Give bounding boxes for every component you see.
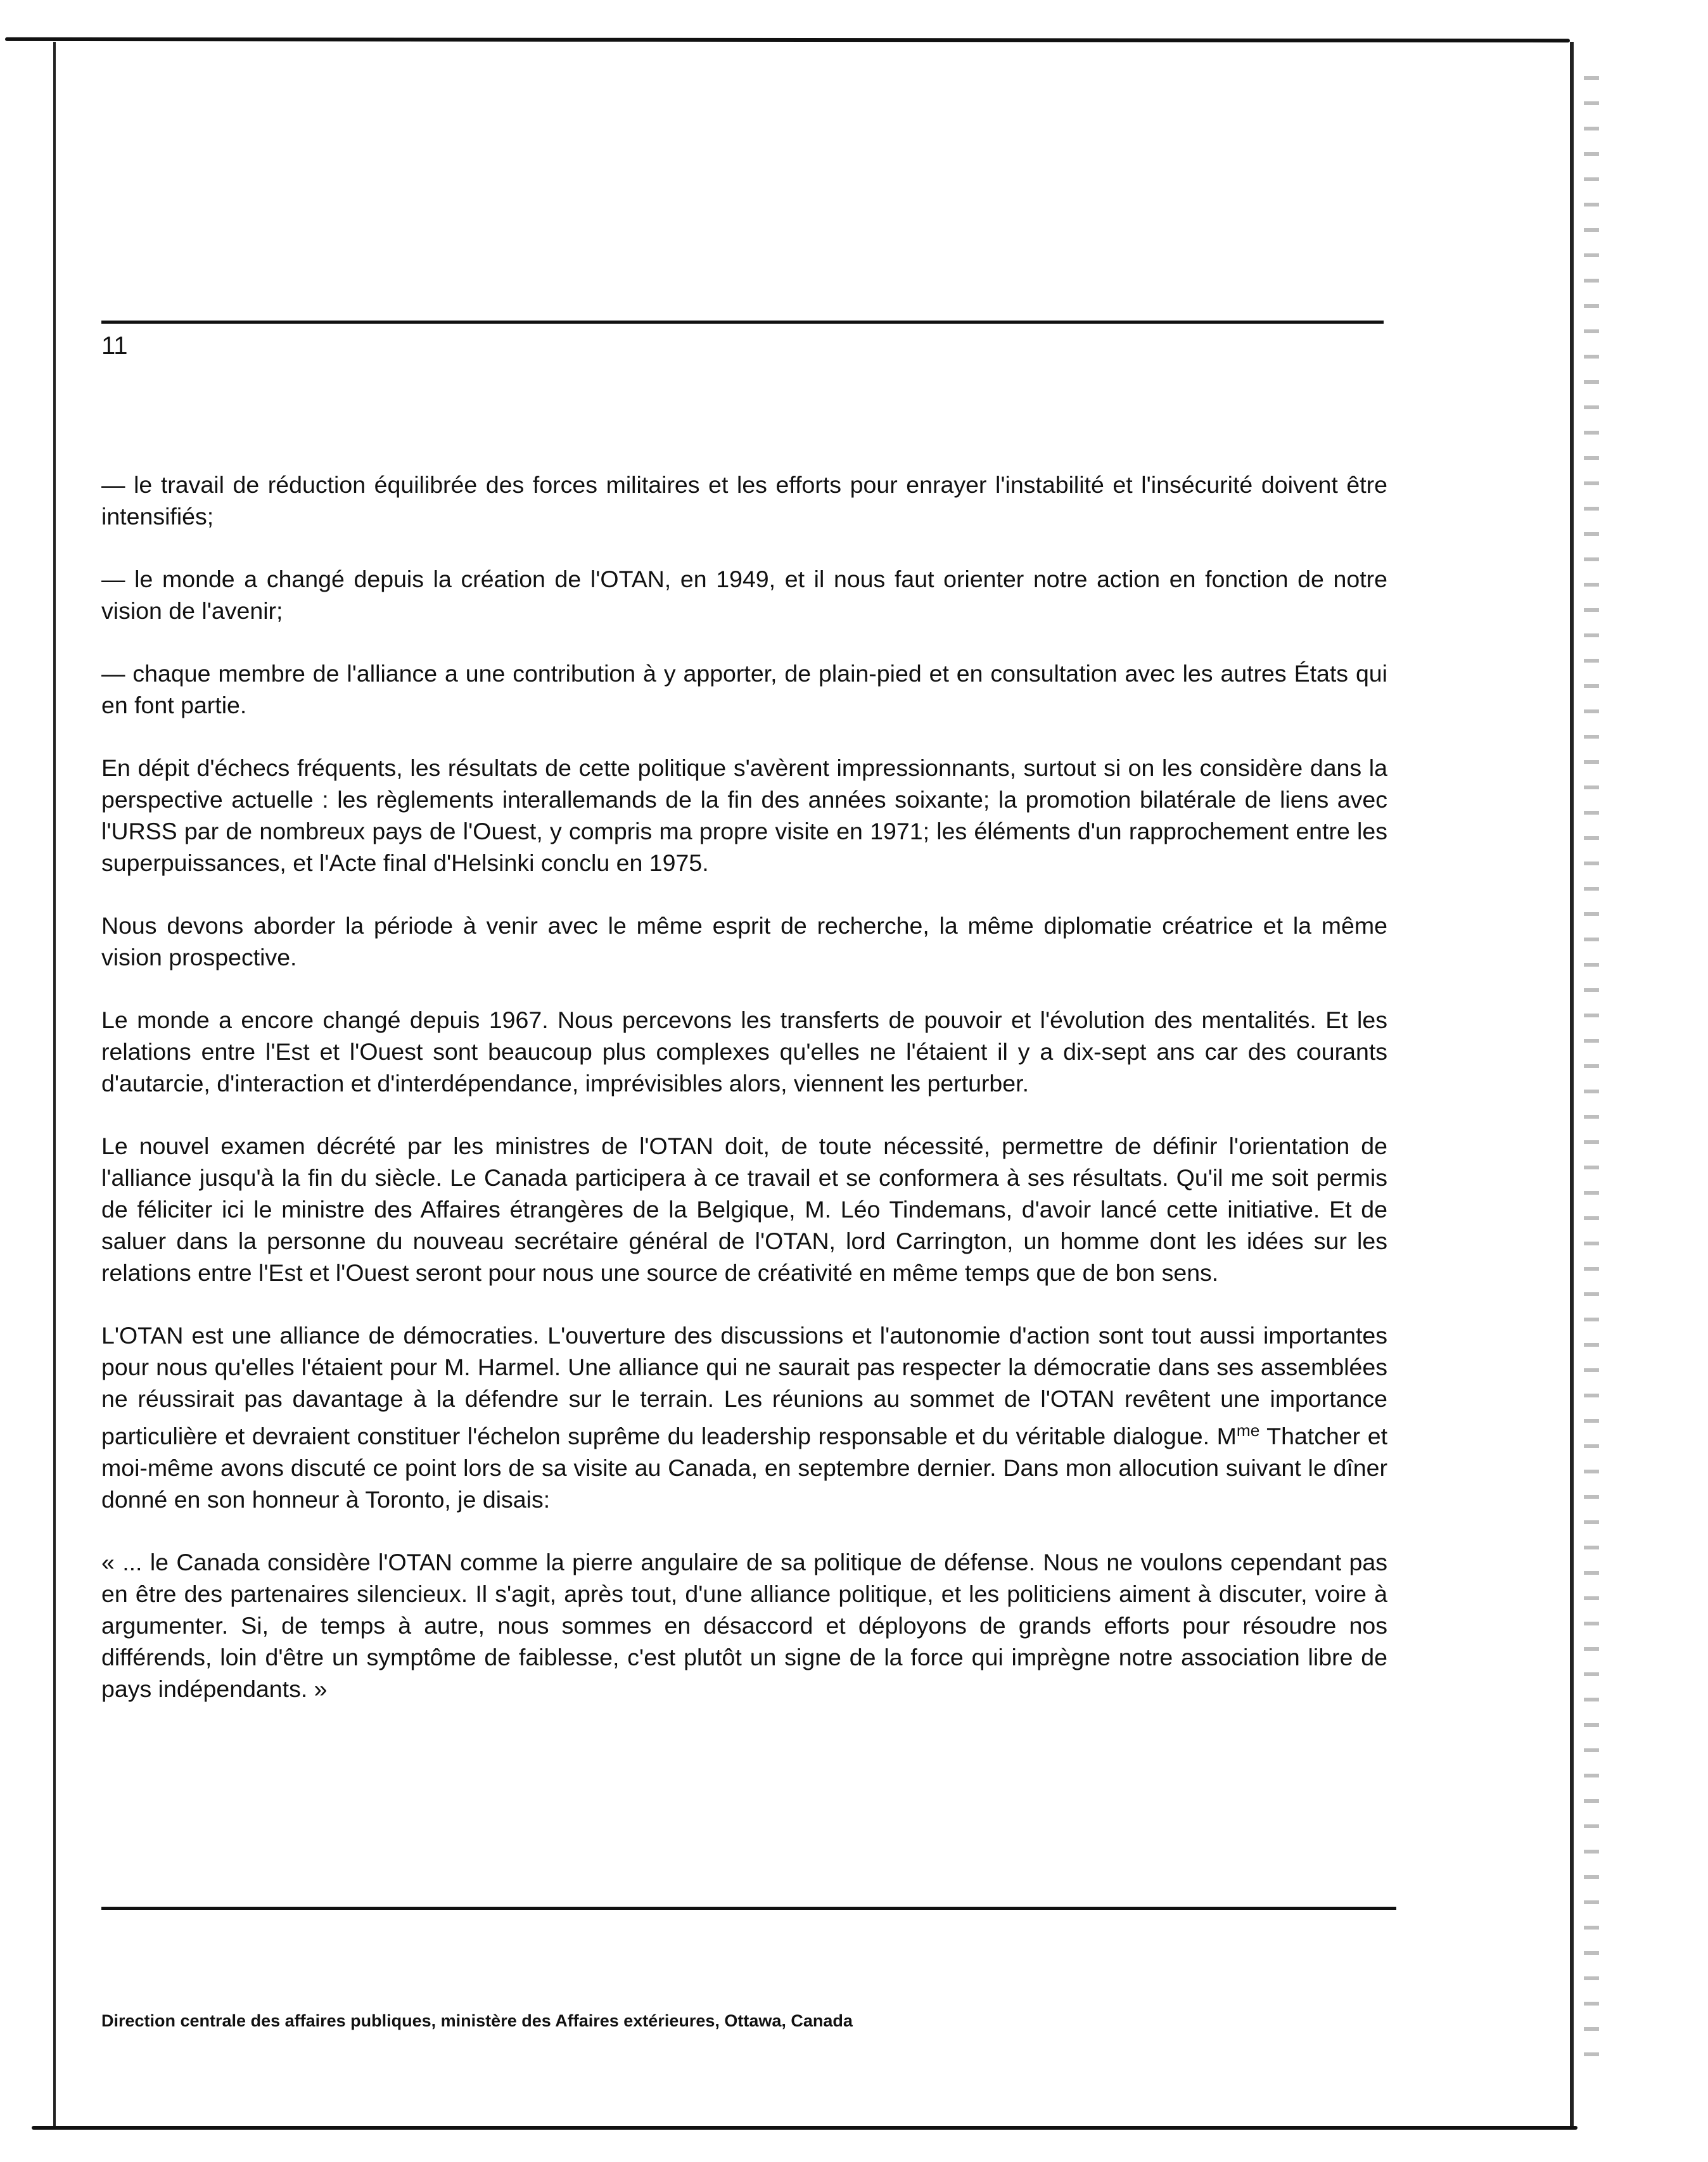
scan-edge-noise bbox=[1584, 76, 1599, 2071]
bullet-paragraph: — le travail de réduction équilibrée des forces militaires et les efforts pour enrayer l'instabilité et l'insécurité doivent être intensifiés; bbox=[101, 471, 1387, 530]
body-text bbox=[101, 469, 1387, 1705]
scan-frame-top bbox=[5, 37, 1570, 42]
bullet-paragraph: — le monde a changé depuis la création de l'OTAN, en 1949, et il nous faut orienter notre action en fonction de notre vision de l'avenir; bbox=[101, 566, 1387, 624]
paragraph: Le nouvel examen décrété par les ministres de l'OTAN doit, de toute nécessité, permettre de définir l'orientation de l'alliance jusqu'à la fin du siècle. Le Canada participera à ce travail et se conformera à ses résultats. Qu'il me soit permis de féliciter ici le ministre des Affaires étrangères de la Belgique, M. Léo Tindemans, d'avoir lancé cette initiative. Et de saluer dans la personne du nouveau secrétaire général de l'OTAN, lord Carrington, un homme dont les idées sur les relations entre l'Est et l'Ouest seront pour nous une source de créativité en même temps que de bon sens. bbox=[101, 1133, 1387, 1286]
footer-credit: Direction centrale des affaires publiques, ministère des Affaires extérieures, Ottawa, Canada bbox=[101, 2011, 853, 2030]
paragraph-otan-part: L'OTAN est une alliance de démocraties. L'ouverture des discussions et l'autonomie d'action sont tout aussi importantes pour nous qu'elles l'étaient pour M. Harmel. Une alliance qui ne saurait pas respecter la démocratie dans ses assemblées ne réussirait pas davantage à la défendre sur le terrain. Les réunions au sommet de l'OTAN revêtent une importance particulière et devraient constituer l'échelon suprême du leadership responsable et du véritable dialogue. M bbox=[101, 1322, 1387, 1450]
top-rule bbox=[101, 321, 1384, 324]
superscript-me: me bbox=[1236, 1421, 1260, 1440]
scan-frame-left bbox=[53, 42, 56, 2126]
paragraph: En dépit d'échecs fréquents, les résultats de cette politique s'avèrent impressionnants, surtout si on les considère dans la perspective actuelle : les règlements interallemands de la fin des années soixante; la promotion bilatérale de liens avec l'URSS par de nombreux pays de l'Ouest, y compris ma propre visite en 1971; les éléments d'un rapprochement entre les superpuissances, et l'Acte final d'Helsinki conclu en 1975. bbox=[101, 754, 1387, 876]
page-number: 11 bbox=[101, 332, 128, 360]
paragraph-otan bbox=[101, 1319, 1387, 1515]
quote-paragraph: « ... le Canada considère l'OTAN comme la pierre angulaire de sa politique de défense. Nous ne voulons cependant pas en être des partenaires silencieux. Il s'agit, après tout, d'une alliance politique, et les politiciens aiment à discuter, voire à argumenter. Si, de temps à autre, nous sommes en désaccord et déployons de grands efforts pour résoudre nos différends, loin d'être un symptôme de faiblesse, c'est plutôt un signe de la force qui imprègne notre association libre de pays indépendants. » bbox=[101, 1549, 1387, 1703]
paragraph-otan-part: Thatcher et moi-même avons discuté ce point lors de sa visite au Canada, en septembre dernier. Dans mon allocution suivant le dîner donné en son honneur à Toronto, je disais: bbox=[101, 1423, 1388, 1513]
paragraph: Nous devons aborder la période à venir avec le même esprit de recherche, la même diplomatie créatrice et la même vision prospective. bbox=[101, 912, 1387, 970]
scan-frame-right bbox=[1570, 42, 1574, 2126]
bullet-paragraph: — chaque membre de l'alliance a une contribution à y apporter, de plain-pied et en consultation avec les autres États qui en font partie. bbox=[101, 660, 1387, 718]
bottom-rule bbox=[101, 1907, 1396, 1910]
scan-frame-bottom bbox=[32, 2126, 1577, 2130]
paragraph: Le monde a encore changé depuis 1967. Nous percevons les transferts de pouvoir et l'évolution des mentalités. Et les relations entre l'Est et l'Ouest sont beaucoup plus complexes qu'elles ne l'étaient il y a dix-sept ans car des courants d'autarcie, d'interaction et d'interdépendance, imprévisibles alors, viennent les perturber. bbox=[101, 1007, 1387, 1097]
